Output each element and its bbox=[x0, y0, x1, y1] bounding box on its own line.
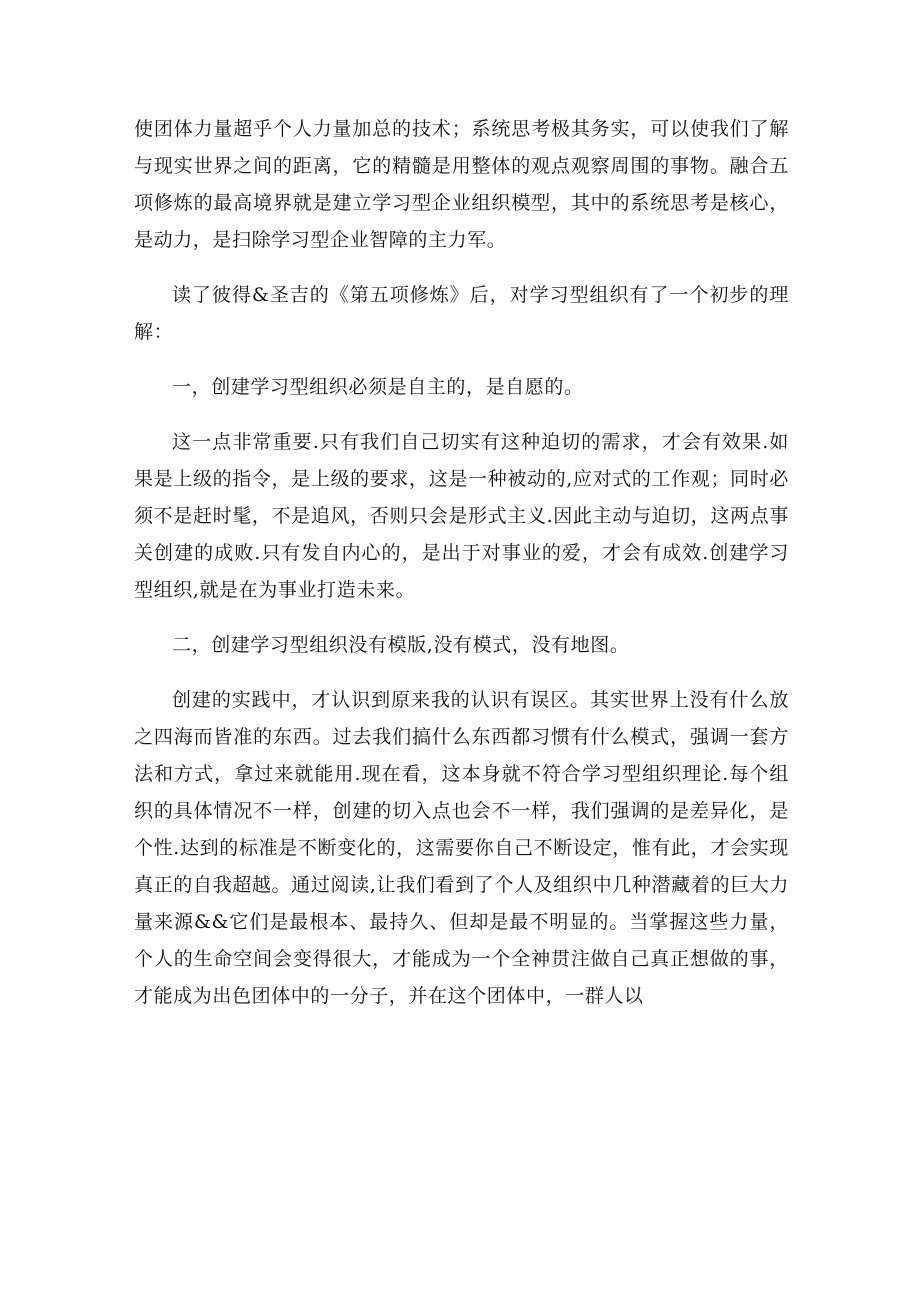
paragraph-gap bbox=[134, 351, 789, 369]
heading-point-two: 二，创建学习型组织没有模版,没有模式，没有地图。 bbox=[172, 634, 630, 656]
paragraph-gap bbox=[134, 664, 789, 682]
paragraph-point-one-body: 这一点非常重要.只有我们自己切实有这种迫切的需求，才会有效果.如果是上级的指令，是上级的要求，这是一种被动的,应对式的工作观；同时必须不是赶时髦，不是追风，否则只会是形式主义.因此主动与迫切，这两点事关创建的成败.只有发自内心的，是出于对事业的爱，才会有成效.创建学习型组织,就是在为事业打造未来。 bbox=[134, 431, 789, 601]
paragraph-point-two-body: 创建的实践中，才认识到原来我的认识有误区。其实世界上没有什么放之四海而皆准的东西。过去我们搞什么东西都习惯有什么模式，强调一套方法和方式，拿过来就能用.现在看，这本身就不符合学习型组织理论.每个组织的具体情况不一样，创建的切入点也会不一样，我们强调的是差异化，是个性.达到的标准是不断变化的，这需要你自己不断设定，惟有此，才会实现真正的自我超越。通过阅读,让我们看到了个人及组织中几种潜藏着的巨大力量来源&&它们是最根本、最持久、但却是最不明显的。当掌握这些力量，个人的生命空间会变得很大，才能成为一个全神贯注做自己真正想做的事，才能成为出色团体中的一分子，并在这个团体中，一群人以 bbox=[134, 689, 789, 1007]
paragraph-reading-intro: 读了彼得&圣吉的《第五项修炼》后，对学习型组织有了一个初步的理解： bbox=[134, 284, 789, 343]
paragraph-gap bbox=[134, 406, 789, 424]
heading-point-one: 一，创建学习型组织必须是自主的，是自愿的。 bbox=[172, 376, 584, 398]
paragraph-gap bbox=[134, 259, 789, 277]
paragraph-continuation: 使团体力量超乎个人力量加总的技术；系统思考极其务实，可以使我们了解与现实世界之间的距离，它的精髓是用整体的观点观察周围的事物。融合五项修炼的最高境界就是建立学习型企业组织模型，其中的系统思考是核心，是动力，是扫除学习型企业智障的主力军。 bbox=[134, 118, 789, 251]
paragraph-gap bbox=[134, 609, 789, 627]
document-body bbox=[134, 111, 789, 1015]
